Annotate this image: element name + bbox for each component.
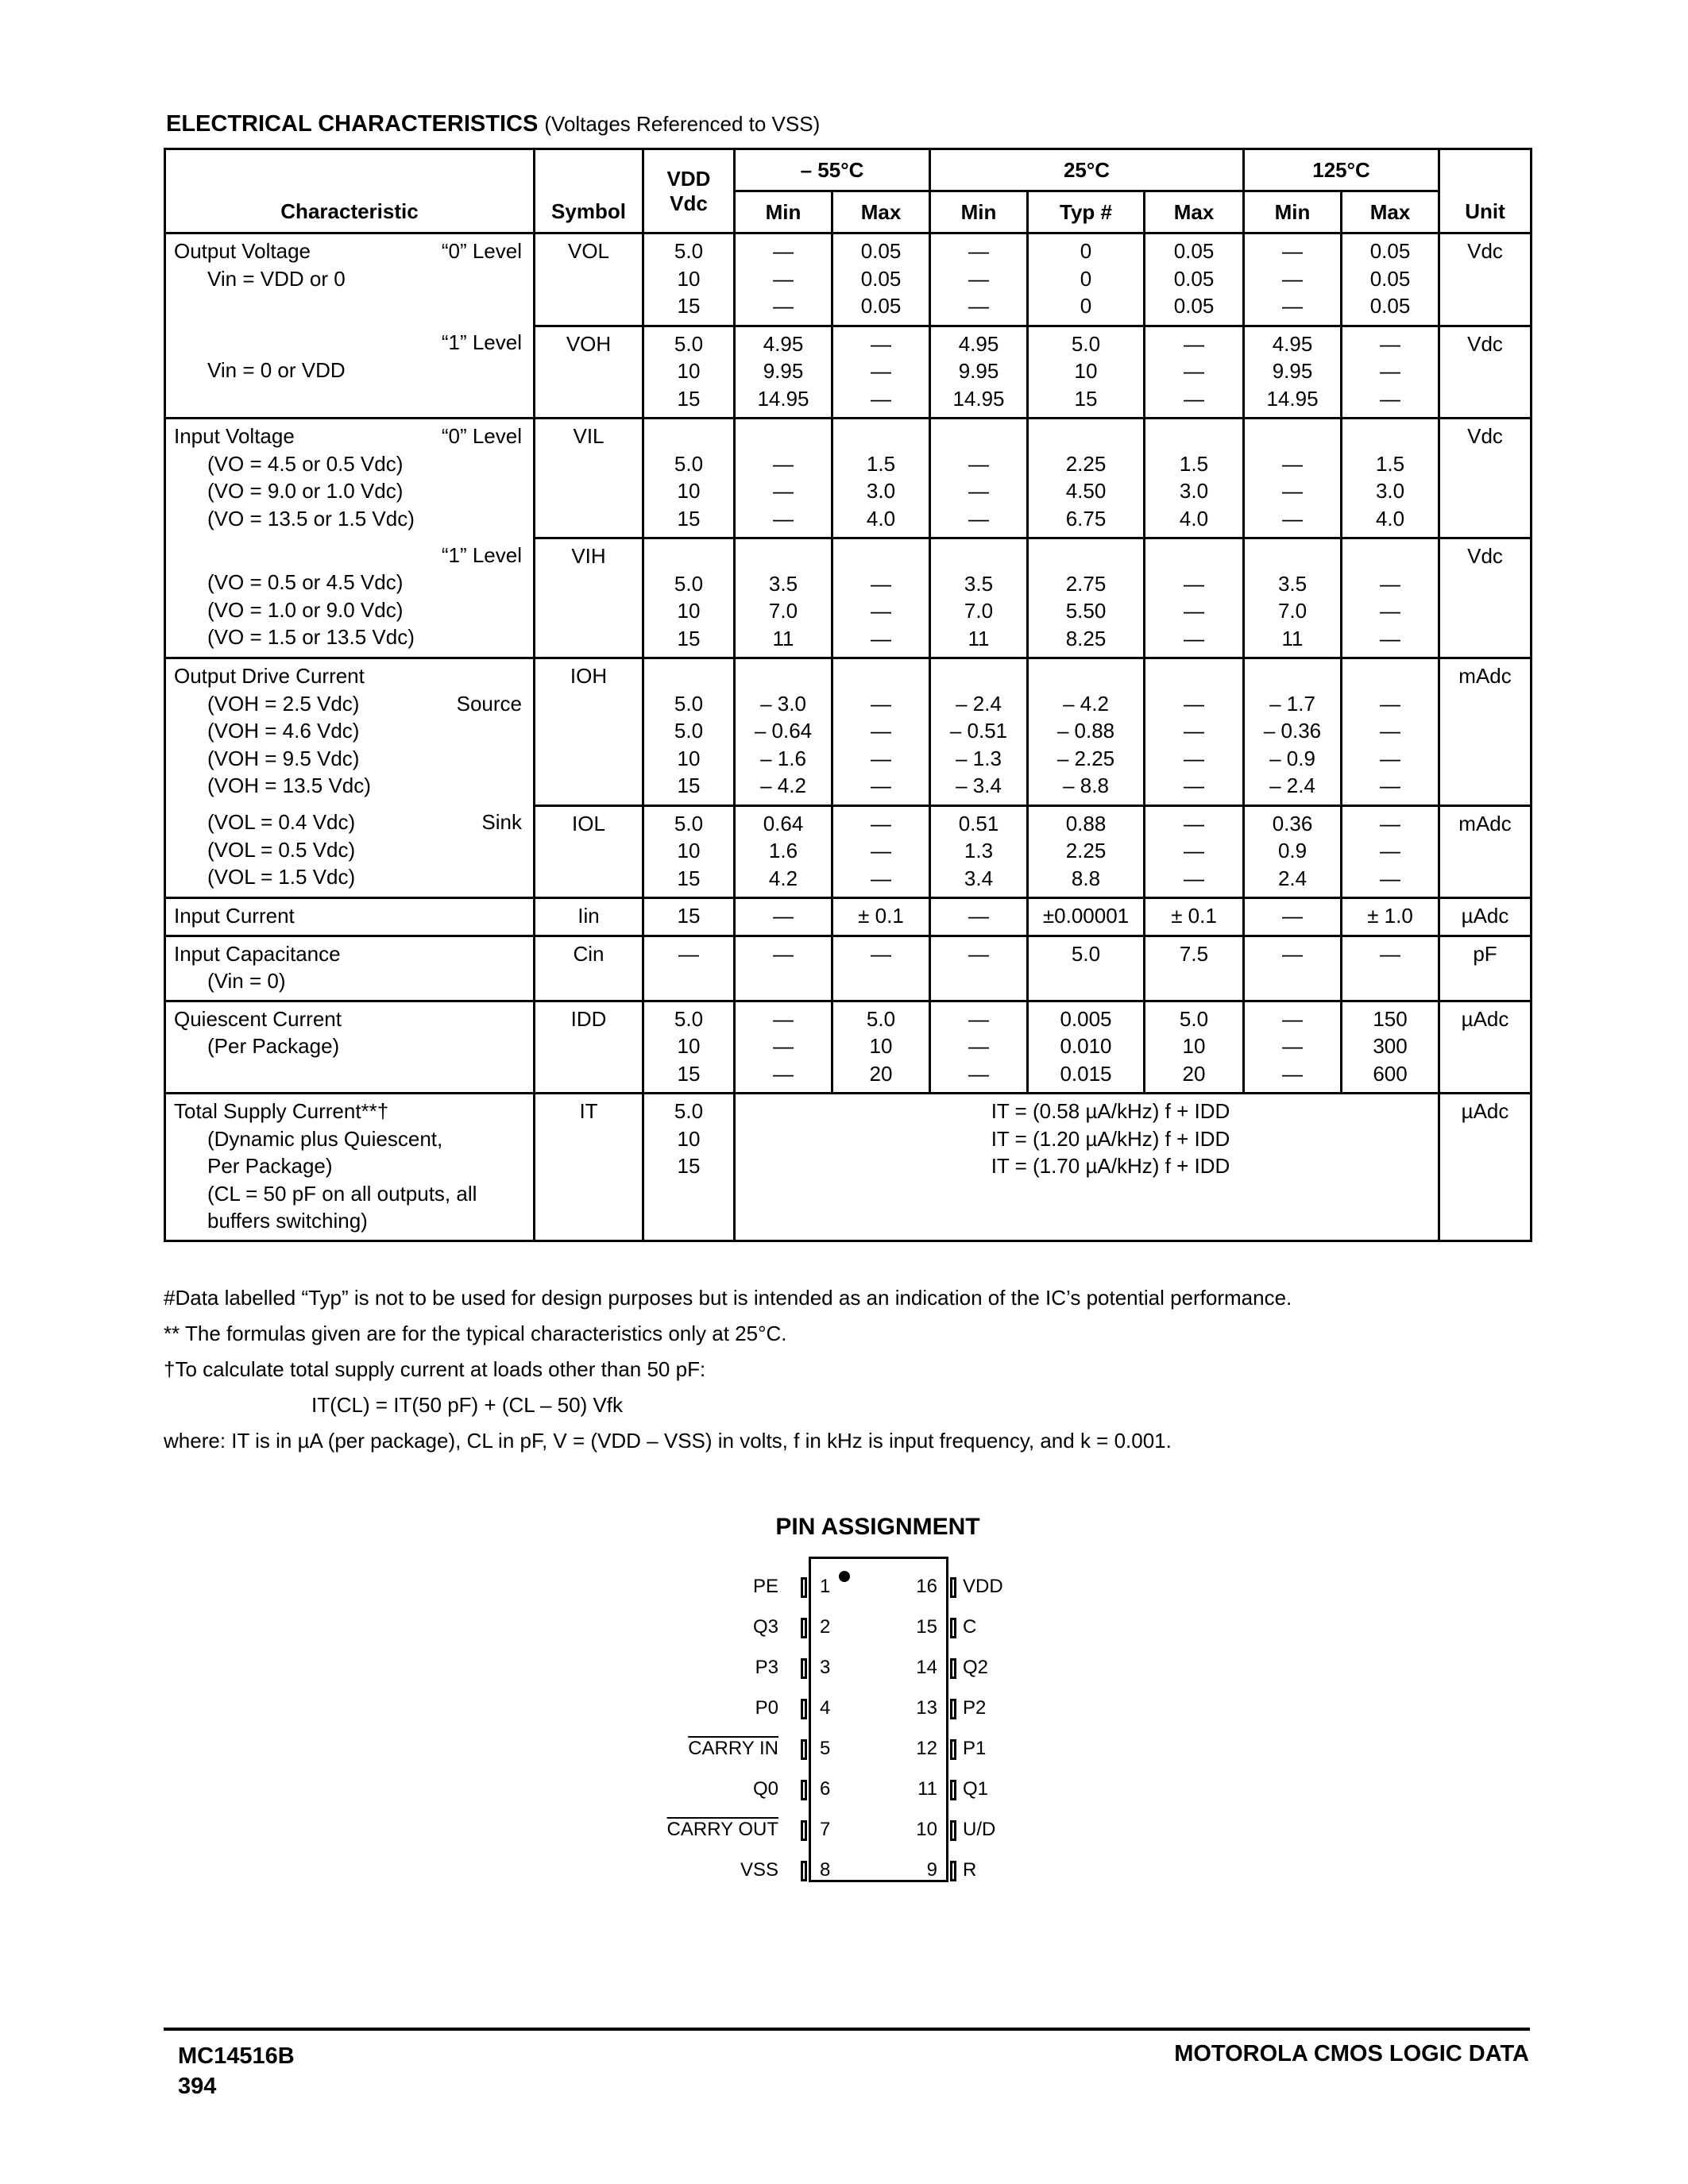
level-label: “0” Level [441, 424, 522, 448]
pin-label: Q3 [752, 1616, 778, 1638]
characteristic-cell [165, 233, 535, 326]
symbol-cell: VOH [535, 326, 643, 419]
vdd-cell: 5.0 10 15 [643, 805, 735, 898]
sink-label: Sink [481, 810, 522, 834]
condition: (Dynamic plus Quiescent, [207, 1126, 443, 1151]
row-label: Quiescent Current [174, 1006, 342, 1031]
pin-stub [950, 1739, 956, 1760]
pin-number: 1 [820, 1576, 831, 1597]
value-cell: 4.95 9.95 14.95 [930, 326, 1028, 419]
value-cell: — — — [1244, 419, 1342, 538]
value-cell: — — — [1145, 805, 1244, 898]
unit-cell: Vdc [1439, 419, 1532, 538]
unit-cell: Vdc [1439, 326, 1532, 419]
symbol-cell: IOH [535, 658, 643, 806]
condition: (VOH = 2.5 Vdc) [207, 691, 360, 716]
col-temp-minus55: – 55°C [735, 149, 930, 191]
table-row-it [165, 1094, 1532, 1241]
condition: (VO = 1.5 or 13.5 Vdc) [207, 625, 415, 649]
value-cell: — — — [1145, 538, 1244, 658]
table-row-cin [165, 936, 1532, 1001]
pin-stub [801, 1780, 807, 1800]
characteristic-cell [165, 1001, 535, 1094]
symbol-cell: IT [535, 1094, 643, 1241]
vdd-cell: 5.0 5.0 10 15 [643, 658, 735, 806]
table-row-iin [165, 898, 1532, 936]
unit-cell: µAdc [1439, 898, 1532, 936]
pin-number: 11 [917, 1778, 937, 1800]
value-cell: 1.5 3.0 4.0 [1145, 419, 1244, 538]
characteristic-cell [165, 419, 535, 538]
condition: (VOL = 0.4 Vdc) [207, 810, 356, 834]
value-cell: 2.25 4.50 6.75 [1028, 419, 1145, 538]
characteristic-cell [165, 326, 535, 419]
formula: IT = (0.58 µA/kHz) f + IDD [991, 1099, 1230, 1123]
characteristic-cell [165, 1094, 535, 1241]
footnote-where: where: IT is in µA (per package), CL in pF, V = (VDD – VSS) in volts, f in kHz is input frequency, and k = 0.001. [164, 1429, 1172, 1453]
value-cell: 2.75 5.50 8.25 [1028, 538, 1145, 658]
pin-label: P1 [963, 1738, 987, 1759]
row-label: Output Drive Current [174, 664, 365, 688]
value-cell: 3.5 7.0 11 [1244, 538, 1342, 658]
col-vdd-unit: Vdc [670, 191, 708, 215]
value-cell: – 1.7 – 0.36 – 0.9 – 2.4 [1244, 658, 1342, 806]
characteristic-cell [165, 936, 535, 1001]
value-cell: ± 1.0 [1342, 898, 1439, 936]
value-cell: 4.95 9.95 14.95 [1244, 326, 1342, 419]
col-symbol: Symbol [535, 149, 643, 233]
pin-number: 10 [916, 1819, 937, 1840]
col-max: Max [1342, 191, 1439, 233]
vdd-cell: 5.0 10 15 [643, 419, 735, 538]
pin-label: P3 [755, 1657, 778, 1678]
pin-stub [950, 1699, 956, 1719]
value-cell: — [930, 898, 1028, 936]
value-cell: — — — [930, 1001, 1028, 1094]
pin-number: 9 [926, 1859, 937, 1881]
value-cell: 150 300 600 [1342, 1001, 1439, 1094]
condition: Per Package) [207, 1154, 333, 1178]
value-cell: 3.5 7.0 11 [930, 538, 1028, 658]
value-cell: 5.0 10 20 [1145, 1001, 1244, 1094]
pin-number: 5 [820, 1738, 831, 1759]
characteristic-cell: Input Current [165, 898, 535, 936]
unit-cell: Vdc [1439, 233, 1532, 326]
pin-stub [950, 1577, 956, 1598]
condition: (CL = 50 pF on all outputs, all [207, 1181, 477, 1206]
value-cell: 0.64 1.6 4.2 [735, 805, 832, 898]
heading-main: ELECTRICAL CHARACTERISTICS [166, 111, 539, 137]
col-vdd [643, 149, 735, 233]
value-cell: — — — — [1342, 658, 1439, 806]
condition: Vin = 0 or VDD [207, 357, 346, 382]
vdd-cell: 5.0 10 15 [643, 1094, 735, 1241]
col-vdd-label: VDD [666, 166, 711, 191]
footnote-total-current: †To calculate total supply current at loads other than 50 pF: [164, 1357, 706, 1381]
condition: (VOH = 4.6 Vdc) [207, 719, 360, 743]
value-cell: — — — [1145, 326, 1244, 419]
condition: (VOH = 13.5 Vdc) [207, 774, 371, 797]
value-cell: — [735, 936, 832, 1001]
value-cell: — [735, 898, 832, 936]
table-row-voh [165, 326, 1532, 419]
value-cell: — — — — [832, 658, 930, 806]
heading-sub: (Voltages Referenced to VSS) [544, 112, 821, 136]
value-cell: — — — [1342, 538, 1439, 658]
footnote-typ: #Data labelled “Typ” is not to be used for design purposes but is intended as an indication of the IC’s potential performance. [164, 1286, 1292, 1310]
pin-assignment-title: PIN ASSIGNMENT [775, 1514, 980, 1540]
unit-cell: µAdc [1439, 1094, 1532, 1241]
condition: Vin = VDD or 0 [207, 266, 346, 291]
condition: (VOL = 1.5 Vdc) [207, 865, 356, 889]
formula: IT = (1.70 µA/kHz) f + IDD [991, 1154, 1230, 1178]
pin-number: 13 [916, 1697, 937, 1719]
formula-cell [735, 1094, 1439, 1241]
footnotes [164, 1280, 1530, 1459]
value-cell: — [1342, 936, 1439, 1001]
pin-stub [801, 1861, 807, 1881]
condition: (VO = 4.5 or 0.5 Vdc) [207, 451, 404, 476]
value-cell: — [930, 936, 1028, 1001]
vdd-cell: 5.0 10 15 [643, 1001, 735, 1094]
value-cell: — — — [930, 419, 1028, 538]
characteristic-cell [165, 658, 535, 806]
pin-stub [950, 1861, 956, 1881]
value-cell: — [1244, 936, 1342, 1001]
vdd-cell: 5.0 10 15 [643, 233, 735, 326]
value-cell: 7.5 [1145, 936, 1244, 1001]
pin1-marker-icon [839, 1571, 850, 1582]
value-cell: 4.95 9.95 14.95 [735, 326, 832, 419]
condition: (VO = 13.5 or 1.5 Vdc) [207, 506, 415, 531]
footer-left [178, 2041, 295, 2101]
symbol-cell: IDD [535, 1001, 643, 1094]
value-cell: — — — [832, 326, 930, 419]
value-cell: — [832, 936, 930, 1001]
pin-label: CARRY IN [688, 1738, 778, 1759]
value-cell: – 4.2 – 0.88 – 2.25 – 8.8 [1028, 658, 1145, 806]
value-cell: — — — [1244, 233, 1342, 326]
pin-label: P2 [963, 1697, 987, 1719]
pin-number: 12 [916, 1738, 937, 1759]
pin-number: 6 [820, 1778, 831, 1800]
value-cell: 0.05 0.05 0.05 [1342, 233, 1439, 326]
col-min: Min [1244, 191, 1342, 233]
value-cell: 0.05 0.05 0.05 [832, 233, 930, 326]
pin-stub [950, 1780, 956, 1800]
pin-stub [801, 1577, 807, 1598]
table-row-ioh [165, 658, 1532, 806]
pin-stub [801, 1618, 807, 1638]
col-characteristic: Characteristic [165, 149, 535, 233]
value-cell: 0.05 0.05 0.05 [1145, 233, 1244, 326]
row-label: Total Supply Current**† [174, 1099, 389, 1123]
value-cell: 5.0 [1028, 936, 1145, 1001]
table-row-iol [165, 805, 1532, 898]
pin-label: CARRY OUT [666, 1819, 778, 1840]
part-number: MC14516B [178, 2043, 295, 2069]
formula: IT = (1.20 µA/kHz) f + IDD [991, 1126, 1230, 1151]
col-temp-125: 125°C [1244, 149, 1439, 191]
condition: (VO = 0.5 or 4.5 Vdc) [207, 570, 404, 594]
value-cell: — — — — [1145, 658, 1244, 806]
characteristic-cell [165, 538, 535, 658]
value-cell: 1.5 3.0 4.0 [832, 419, 930, 538]
condition: (VOH = 9.5 Vdc) [207, 746, 360, 770]
pin-label: VSS [740, 1859, 778, 1881]
vdd-cell: — [643, 936, 735, 1001]
section-heading [166, 111, 820, 137]
vdd-cell: 5.0 10 15 [643, 538, 735, 658]
pin-label: VDD [963, 1576, 1003, 1597]
page-number: 394 [178, 2074, 217, 2099]
value-cell: ± 0.1 [832, 898, 930, 936]
value-cell: 5.0 10 20 [832, 1001, 930, 1094]
table-row-idd [165, 1001, 1532, 1094]
unit-cell: mAdc [1439, 805, 1532, 898]
characteristic-cell [165, 805, 535, 898]
pin-label: P0 [755, 1697, 778, 1719]
pin-label: C [963, 1616, 977, 1638]
col-typ: Typ # [1028, 191, 1145, 233]
pin-label: R [963, 1859, 977, 1881]
pin-label: Q1 [963, 1778, 989, 1800]
unit-cell: Vdc [1439, 538, 1532, 658]
pin-number: 14 [916, 1657, 937, 1678]
value-cell: — [1244, 898, 1342, 936]
symbol-cell: VOL [535, 233, 643, 326]
value-cell: — — — [1342, 326, 1439, 419]
pin-number: 7 [820, 1819, 831, 1840]
value-cell: ± 0.1 [1145, 898, 1244, 936]
pin-stub [801, 1820, 807, 1841]
pin-label: U/D [963, 1819, 996, 1840]
value-cell: 0.36 0.9 2.4 [1244, 805, 1342, 898]
col-max: Max [832, 191, 930, 233]
vdd-cell: 5.0 10 15 [643, 326, 735, 419]
col-temp-25: 25°C [930, 149, 1244, 191]
vdd-cell: 15 [643, 898, 735, 936]
value-cell: — — — [832, 538, 930, 658]
value-cell: 5.0 10 15 [1028, 326, 1145, 419]
value-cell: — — — [1244, 1001, 1342, 1094]
value-cell: — — — [735, 419, 832, 538]
value-cell: – 2.4 – 0.51 – 1.3 – 3.4 [930, 658, 1028, 806]
pin-number: 16 [916, 1576, 937, 1597]
pin-label: Q2 [963, 1657, 989, 1678]
pin-stub [950, 1658, 956, 1679]
value-cell: 0.51 1.3 3.4 [930, 805, 1028, 898]
value-cell: — — — [930, 233, 1028, 326]
col-min: Min [930, 191, 1028, 233]
value-cell: 0.88 2.25 8.8 [1028, 805, 1145, 898]
pin-label: PE [752, 1576, 778, 1597]
unit-cell: pF [1439, 936, 1532, 1001]
value-cell: — — — [1342, 805, 1439, 898]
value-cell: — — — [735, 1001, 832, 1094]
value-cell: ±0.00001 [1028, 898, 1145, 936]
pin-stub [950, 1820, 956, 1841]
footer-rule [164, 2028, 1530, 2031]
pin-stub [801, 1658, 807, 1679]
symbol-cell: VIL [535, 419, 643, 538]
col-min: Min [735, 191, 832, 233]
electrical-characteristics-table [164, 148, 1532, 1242]
value-cell: 0 0 0 [1028, 233, 1145, 326]
value-cell: 0.005 0.010 0.015 [1028, 1001, 1145, 1094]
footnote-formulas: ** The formulas given are for the typical characteristics only at 25°C. [164, 1322, 787, 1345]
pin-stub [801, 1699, 807, 1719]
condition: (Vin = 0) [207, 969, 286, 993]
symbol-cell: IOL [535, 805, 643, 898]
source-label: Source [456, 691, 522, 716]
symbol-cell: VIH [535, 538, 643, 658]
value-cell: — — — [735, 233, 832, 326]
table-row-vol [165, 233, 1532, 326]
table-row-vih [165, 538, 1532, 658]
row-label: Output Voltage [174, 239, 311, 263]
condition: (VOL = 0.5 Vdc) [207, 837, 356, 862]
pin-number: 3 [820, 1657, 831, 1678]
pin-number: 15 [916, 1616, 937, 1638]
condition: buffers switching) [207, 1209, 368, 1233]
condition: (VO = 1.0 or 9.0 Vdc) [207, 597, 404, 622]
unit-cell: µAdc [1439, 1001, 1532, 1094]
symbol-cell: Cin [535, 936, 643, 1001]
pin-number: 4 [820, 1697, 831, 1719]
unit-cell: mAdc [1439, 658, 1532, 806]
symbol-cell: Iin [535, 898, 643, 936]
level-label: “0” Level [441, 239, 522, 263]
pin-stub [801, 1739, 807, 1760]
condition: (Per Package) [207, 1034, 340, 1058]
pin-label: Q0 [752, 1778, 778, 1800]
footer-brand: MOTOROLA CMOS LOGIC DATA [1174, 2041, 1529, 2066]
value-cell: 3.5 7.0 11 [735, 538, 832, 658]
row-label: Input Voltage [174, 424, 295, 448]
level-label: “1” Level [441, 330, 522, 354]
level-label: “1” Level [441, 542, 522, 567]
footnote-formula: IT(CL) = IT(50 pF) + (CL – 50) Vfk [311, 1393, 624, 1417]
value-cell: – 3.0 – 0.64 – 1.6 – 4.2 [735, 658, 832, 806]
pin-number: 8 [820, 1859, 831, 1881]
pin-number: 2 [820, 1616, 831, 1638]
pin-stub [950, 1618, 956, 1638]
condition: (VO = 9.0 or 1.0 Vdc) [207, 479, 404, 503]
row-label: Input Capacitance [174, 941, 341, 966]
value-cell: 1.5 3.0 4.0 [1342, 419, 1439, 538]
table-row-vil [165, 419, 1532, 538]
col-unit: Unit [1439, 149, 1532, 233]
value-cell: — — — [832, 805, 930, 898]
col-max: Max [1145, 191, 1244, 233]
